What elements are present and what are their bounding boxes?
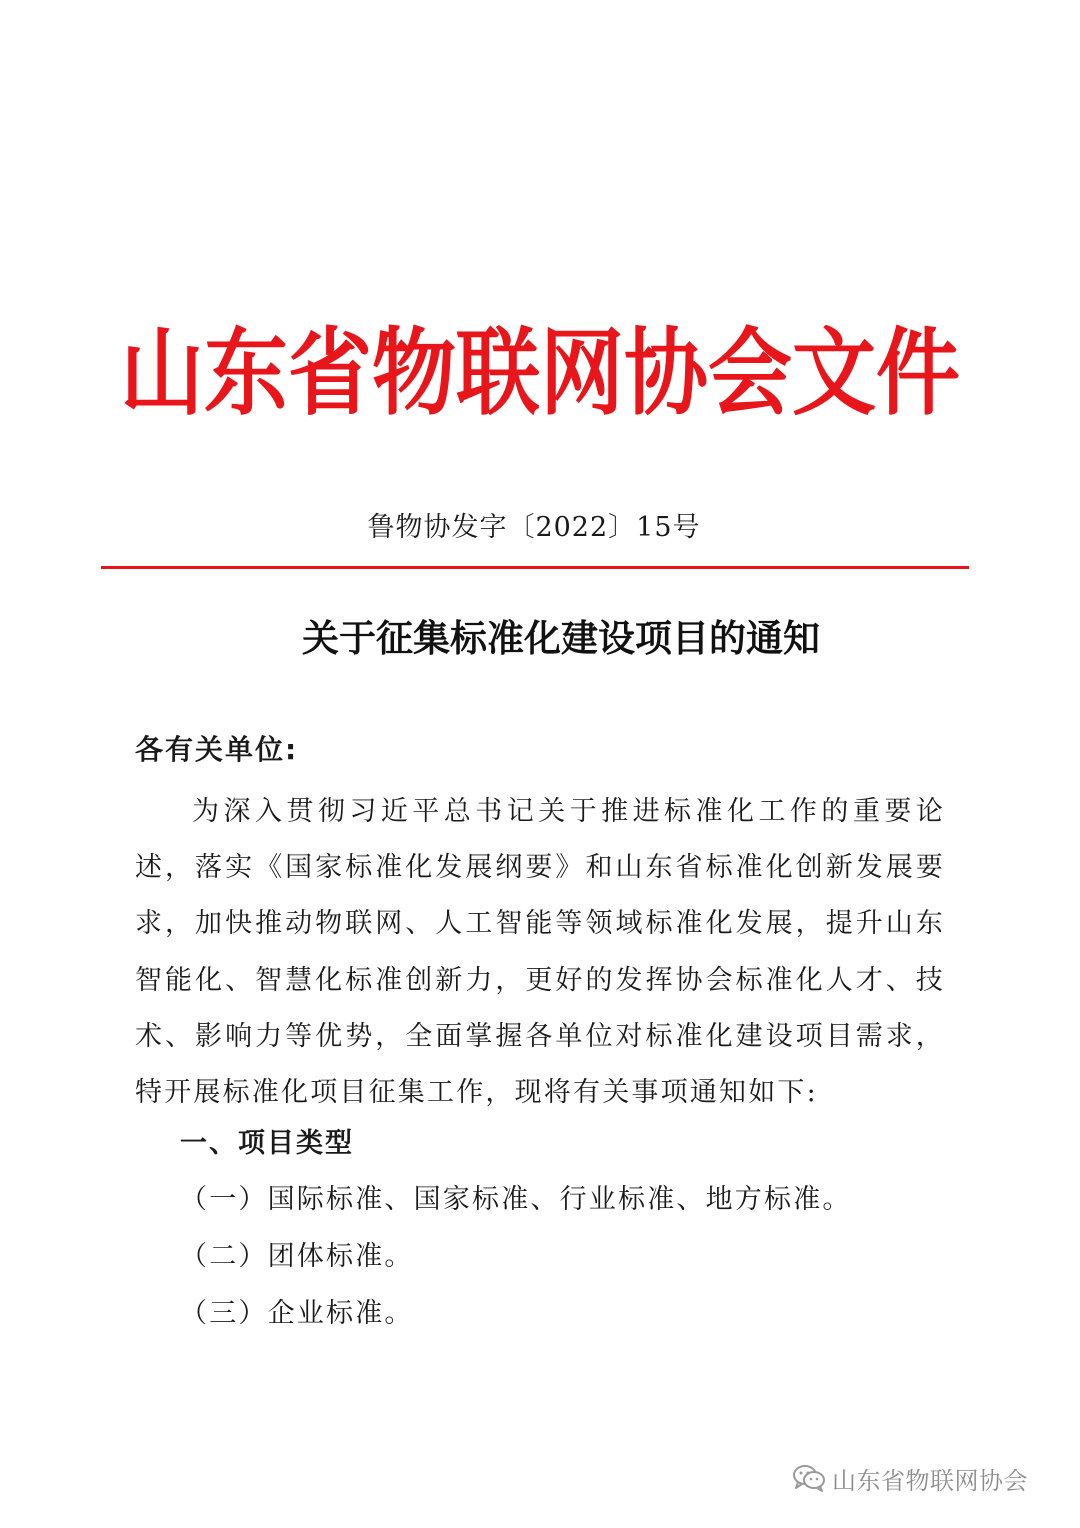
source-watermark	[792, 1458, 1028, 1498]
notice-title: 关于征集标准化建设项目的通知	[302, 616, 820, 660]
list-item-1: （一）国际标准、国家标准、行业标准、地方标准。	[180, 1184, 852, 1215]
section-heading-project-types: 一、项目类型	[180, 1128, 354, 1159]
red-divider-line	[101, 566, 969, 569]
masthead-title: 山东省物联网协会文件	[119, 317, 960, 428]
body-paragraph: 为深入贯彻习近平总书记关于推进标准化工作的重要论述，落实《国家标准化发展纲要》和山东省标准化创新发展要求，加快推动物联网、人工智能等领域标准化发展，提升山东智能化、智慧化标准创新力，更好的发挥协会标准化人才、技术、影响力等优势，全面掌握各单位对标准化建设项目需求，特开展标准化项目征集工作，现将有关事项通知如下:	[135, 796, 945, 1109]
salutation: 各有关单位:	[135, 733, 299, 766]
list-item-2: （二）团体标准。	[180, 1241, 414, 1272]
document-number: 鲁物协发字〔2022〕15号	[367, 512, 701, 543]
wechat-icon	[792, 1463, 826, 1493]
list-item-3: （三）企业标准。	[180, 1298, 414, 1329]
watermark-text: 山东省物联网协会	[832, 1466, 1028, 1495]
